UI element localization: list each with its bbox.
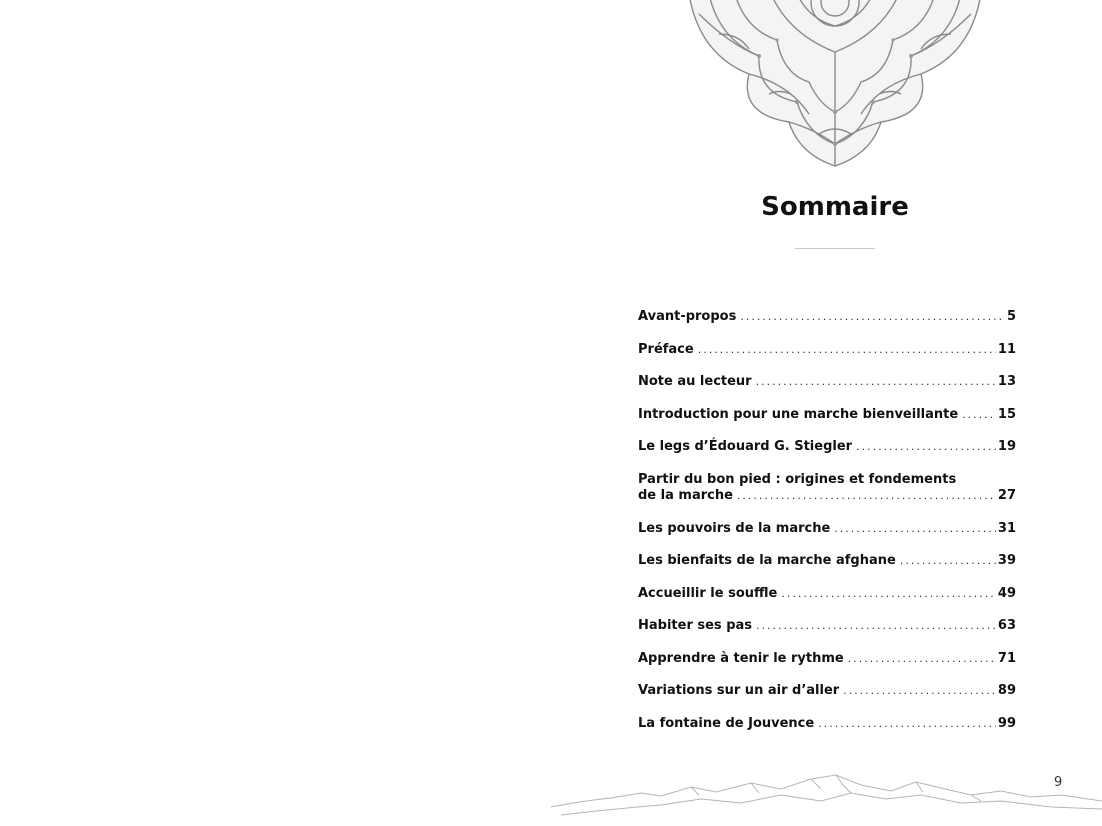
page-title: Sommaire: [761, 192, 909, 222]
toc-leader-dots: [740, 310, 1005, 323]
toc-leader-dots: [756, 619, 996, 632]
toc-entry-title: Introduction pour une marche bienveillante: [638, 406, 959, 422]
toc-leader-dots: [756, 375, 996, 388]
toc-entry-page: 31: [997, 520, 1016, 536]
toc-leader-dots: [818, 717, 996, 730]
mandala-illustration: [679, 0, 991, 169]
toc-entry-title: Accueillir le souffle: [638, 585, 778, 601]
toc-entry: [638, 407, 1016, 440]
table-of-contents: [638, 309, 1016, 748]
toc-entry: [638, 618, 1016, 651]
toc-entry-page: 15: [997, 406, 1016, 422]
toc-entry: [638, 521, 1016, 554]
toc-entry-title-line2: de la marche: [638, 487, 733, 503]
toc-leader-dots: [834, 522, 996, 535]
toc-leader-dots: [962, 408, 996, 421]
toc-leader-dots: [737, 489, 996, 502]
toc-entry-page: 89: [997, 683, 1016, 698]
toc-entry-page: 19: [997, 439, 1016, 454]
toc-entry: [638, 553, 1016, 586]
toc-entry-title: La fontaine de Jouvence: [638, 715, 815, 731]
toc-entry-title: Habiter ses pas: [638, 618, 753, 633]
toc-entry-title: Le legs d’Édouard G. Stiegler: [638, 439, 853, 454]
toc-leader-dots: [843, 684, 996, 697]
toc-entry-row: [638, 488, 1016, 503]
toc-entry-title: Note au lecteur: [638, 374, 752, 389]
toc-entry: [638, 472, 1016, 521]
toc-entry-page: 27: [997, 487, 1016, 503]
toc-entry: [638, 651, 1016, 684]
toc-leader-dots: [848, 652, 996, 665]
toc-entry-page: 13: [997, 374, 1016, 389]
toc-entry-title: Avant-propos: [638, 309, 737, 324]
toc-entry-page: 71: [997, 650, 1016, 666]
toc-leader-dots: [856, 440, 996, 453]
toc-entry-title: Les bienfaits de la marche afghane: [638, 553, 896, 568]
toc-entry-page: 63: [997, 618, 1016, 633]
toc-entry-title: Variations sur un air d’aller: [638, 683, 840, 698]
toc-entry: [638, 309, 1016, 342]
page-number: 9: [1054, 775, 1063, 790]
toc-entry-title: Apprendre à tenir le rythme: [638, 650, 844, 666]
toc-entry-page: 99: [997, 715, 1016, 731]
toc-entry: [638, 342, 1016, 375]
toc-entry-title: Les pouvoirs de la marche: [638, 520, 831, 536]
title-divider: [795, 248, 875, 249]
toc-leader-dots: [900, 554, 996, 567]
toc-entry: [638, 586, 1016, 619]
toc-entry-title-line1: Partir du bon pied : origines et fondements: [638, 471, 957, 487]
toc-entry: [638, 683, 1016, 716]
toc-entry-page: 39: [997, 553, 1016, 568]
mountain-illustration: [551, 765, 1102, 826]
toc-entry: [638, 716, 1016, 749]
toc-entry: [638, 374, 1016, 407]
toc-entry-page: 11: [997, 341, 1016, 357]
toc-leader-dots: [781, 587, 996, 600]
right-page: [551, 0, 1102, 826]
toc-entry-title: Préface: [638, 341, 694, 357]
toc-leader-dots: [698, 343, 996, 356]
toc-entry-page: 5: [1006, 309, 1016, 324]
toc-entry: [638, 439, 1016, 472]
toc-entry-page: 49: [997, 585, 1016, 601]
